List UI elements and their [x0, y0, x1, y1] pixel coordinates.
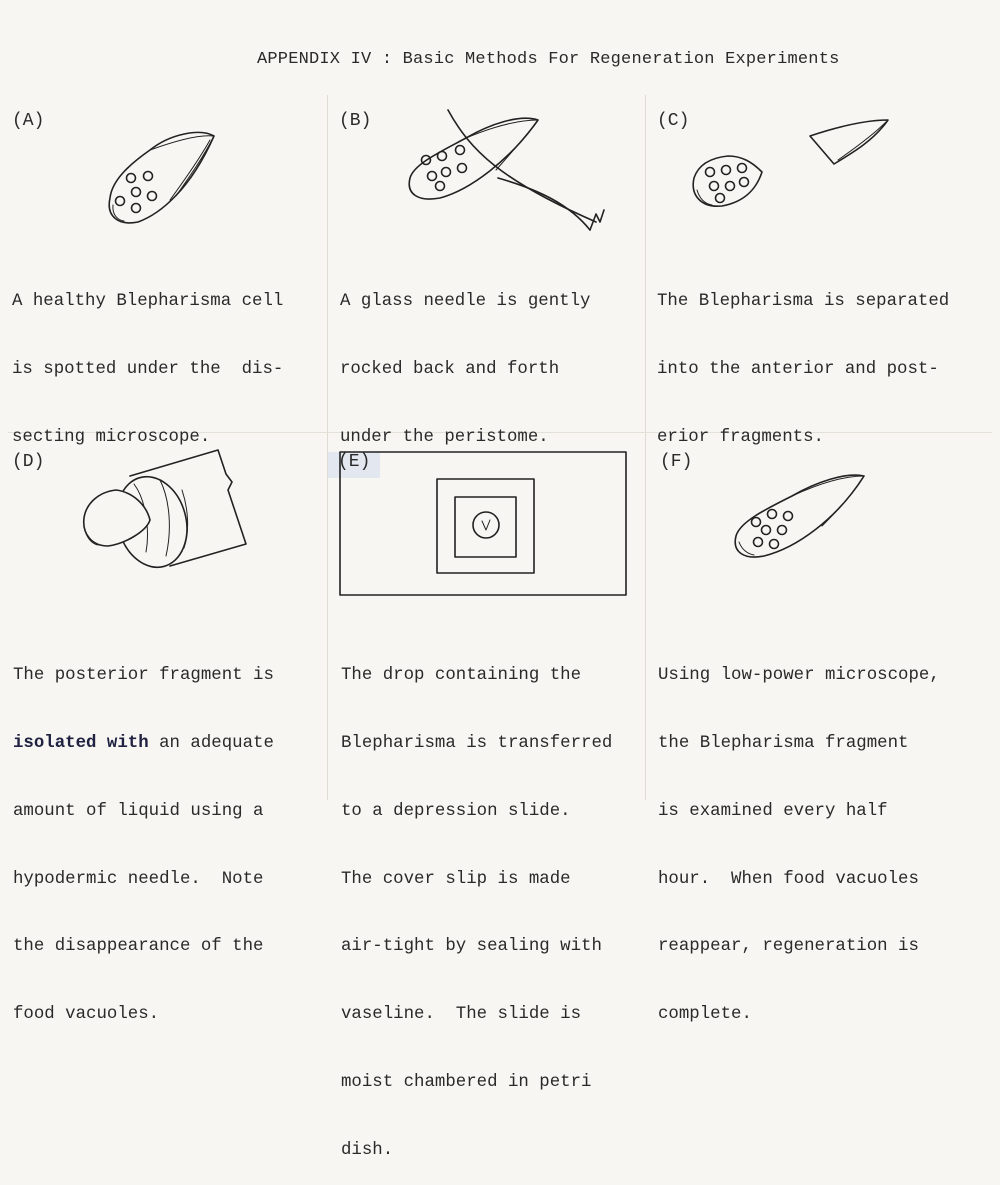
page-title: APPENDIX IV : Basic Methods For Regeneration Experiments	[257, 50, 840, 69]
caption-line: the Blepharisma fragment	[658, 733, 909, 753]
panel-d-label: (D)	[12, 452, 45, 472]
caption-text: an adequate	[148, 733, 274, 753]
caption-line: the disappearance of the	[13, 937, 264, 957]
panel-e-label: (E)	[338, 452, 371, 472]
caption-line: Blepharisma is transferred	[341, 733, 613, 753]
caption-line: The posterior fragment is	[13, 666, 274, 686]
caption-line: under the peristome.	[340, 427, 549, 447]
caption-line: The cover slip is made	[341, 869, 571, 889]
caption-line: A glass needle is gently	[340, 292, 591, 312]
caption-line: rocked back and forth	[340, 359, 560, 379]
caption-line: moist chambered in petri	[341, 1072, 592, 1092]
caption-line: erior fragments.	[657, 427, 824, 447]
caption-line: into the anterior and post-	[657, 359, 939, 379]
caption-line: vaseline. The slide is	[341, 1005, 582, 1025]
caption-line: hypodermic needle. Note	[13, 869, 264, 889]
panel-f-label: (F)	[660, 452, 693, 472]
caption-line: is spotted under the dis-	[12, 359, 284, 379]
caption-line: secting microscope.	[12, 427, 211, 447]
caption-line: The drop containing the	[341, 666, 582, 686]
caption-emphasis: isolated with	[13, 733, 149, 753]
caption-line: hour. When food vacuoles	[658, 869, 919, 889]
caption-line: amount of liquid using a	[13, 801, 264, 821]
panel-c-label: (C)	[657, 111, 690, 131]
caption-line: complete.	[658, 1005, 752, 1025]
caption-line: air-tight by sealing with	[341, 937, 602, 957]
panel-a-label: (A)	[12, 111, 45, 131]
panel-b-label: (B)	[339, 111, 372, 131]
caption-line: food vacuoles.	[13, 1005, 160, 1025]
caption-line: The Blepharisma is separated	[657, 292, 950, 312]
caption-line: dish.	[341, 1140, 394, 1160]
caption-line: is examined every half	[658, 801, 888, 821]
caption-line: A healthy Blepharisma cell	[12, 292, 284, 312]
caption-line: to a depression slide.	[341, 801, 571, 821]
caption-line: reappear, regeneration is	[658, 937, 919, 957]
caption-line: Using low-power microscope,	[658, 666, 940, 686]
panel-f-caption	[658, 620, 940, 1049]
